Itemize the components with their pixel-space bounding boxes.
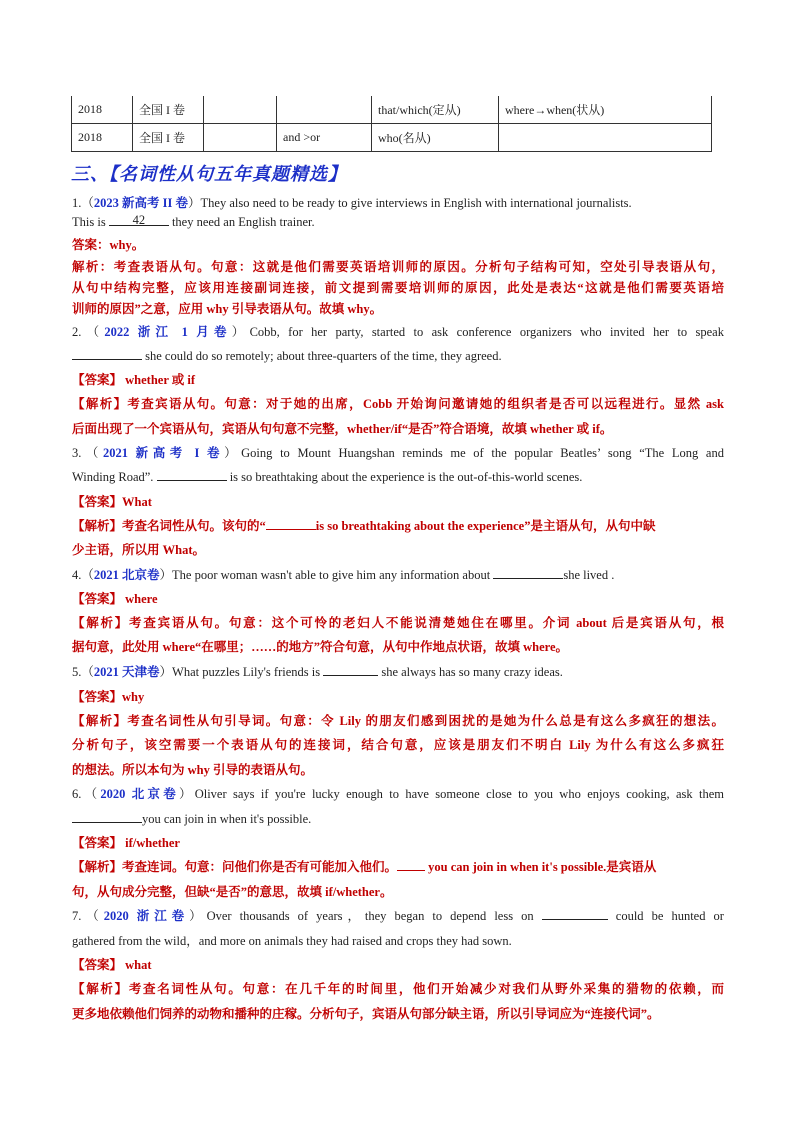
q1-explanation-line: 训师的原因”之意，应用 why 引导表语从句。故填 why。: [72, 302, 383, 316]
answer-blank: [72, 810, 142, 823]
q5-answer: 【答案】why: [72, 690, 145, 704]
q5-explanation-line: 【解析】考查名词性从句引导词。句意：令 Lily 的朋友们感到困扰的是她为什么总是有这么多疯狂的想法。: [72, 714, 724, 728]
question-number: 2.（: [72, 325, 105, 339]
question-text: Oliver says if you're lucky enough to have someone close to you who enjoys cooking, ask them: [194, 787, 724, 801]
question-source: 2021 北京卷: [93, 568, 160, 582]
answer-blank: [493, 566, 563, 579]
q2-explanation-line: 后面出现了一个宾语从句，宾语从句句意不完整，whether/if“是否”符合语境，故填 whether 或 if。: [72, 422, 613, 436]
answer-blank: [266, 517, 316, 530]
question-number: 5.（: [72, 665, 94, 679]
q6-explanation-line: [72, 858, 724, 876]
q4-stem-line-1: [72, 566, 724, 584]
table-cell: [499, 124, 712, 152]
table-cell: 2018: [72, 96, 133, 124]
question-source: 2020 浙江卷: [103, 909, 190, 923]
q4-explanation-line: 【解析】考查宾语从句。句意：这个可怜的老妇人不能说清楚她住在哪里。介词 about 后是宾语从句，根: [72, 616, 724, 630]
q3-explanation-line: 少主语，所以用 What。: [72, 543, 205, 557]
q4-answer: 【答案】 where: [72, 592, 158, 606]
q2-stem-line-2: [72, 347, 724, 365]
table-cell: 全国 I 卷: [133, 124, 204, 152]
q3-explanation-line: [72, 517, 724, 535]
question-text: The poor woman wasn't able to give him any information about: [172, 568, 491, 582]
question-source: 2023 新高考 II 卷: [93, 196, 188, 210]
q2-answer: 【答案】 whether 或 if: [72, 373, 196, 387]
question-text: she could do so remotely; about three-quarters of the time, they agreed.: [145, 349, 502, 363]
q5-explanation-line: 的想法。所以本句为 why 引导的表语从句。: [72, 763, 313, 777]
table-cell: and >or: [277, 124, 372, 152]
question-text: Winding Road”.: [72, 470, 154, 484]
answer-blank: [157, 468, 227, 481]
summary-table: [71, 96, 712, 152]
question-text: They also need to be ready to give interviews in English with international journalists.: [200, 196, 632, 210]
table-cell: [204, 124, 277, 152]
question-number: 6.（: [72, 787, 101, 801]
question-text: This is: [72, 215, 106, 229]
question-text: they need an English trainer.: [171, 215, 315, 229]
answer-blank: [72, 347, 142, 360]
q6-stem-line-2: [72, 810, 724, 828]
table-cell: 2018: [72, 124, 133, 152]
q1-stem-line-2: [72, 213, 724, 231]
question-text: What puzzles Lily's friends is: [172, 665, 321, 679]
paren-close: ）: [224, 446, 242, 460]
paren-close: ）: [188, 196, 201, 210]
paren-close: ）: [159, 568, 173, 582]
q7-stem-line-2: gathered from the wild，and more on animals they had raised and crops they had sown.: [72, 934, 512, 948]
section-title: 三、【名词性从句五年真题精选】: [71, 164, 347, 185]
q4-explanation-line: 据句意，此处用 where“在哪里；……的地方”符合句意，从句中作地点状语，故填 where。: [72, 640, 569, 654]
q2-explanation-line: 【解析】考查宾语从句。句意：对于她的出席，Cobb 开始询问邀请她的组织者是否可以远程进行。显然 ask: [72, 397, 724, 411]
question-source: 2021 新高考 I 卷: [102, 446, 225, 460]
question-text: is so breathtaking about the experience is the out-of-this-world scenes.: [229, 470, 583, 484]
question-text: you can join in when it's possible.: [142, 812, 312, 826]
question-text: Cobb, for her party, started to ask conference organizers who invited her to speak: [249, 325, 724, 339]
q5-stem-line-1: [72, 663, 724, 681]
explanation-text: 【解析】考查名词性从句。该句的“: [72, 519, 266, 533]
q7-explanation-line: 【解析】考查名词性从句。句意：在几千年的时间里，他们开始减少对我们从野外采集的猎物的依赖，而: [72, 982, 724, 996]
question-text: she always has so many crazy ideas.: [381, 665, 563, 679]
question-text: Over thousands of years，they began to depend less on: [206, 909, 534, 923]
q6-explanation-line: 句，从句成分完整，但缺“是否”的意思，故填 if/whether。: [72, 885, 393, 899]
answer-blank: [397, 858, 425, 871]
q1-answer: 答案：why。: [72, 238, 145, 252]
question-number: 7.（: [72, 909, 104, 923]
paren-close: ）: [189, 909, 207, 923]
question-number: 4.（: [72, 568, 94, 582]
q7-answer: 【答案】 what: [72, 958, 152, 972]
q5-explanation-line: 分析句子，该空需要一个表语从句的连接词，结合句意，应该是朋友们不明白 Lily 为什么有这么多疯狂: [72, 738, 724, 752]
q7-explanation-line: 更多地依赖他们饲养的动物和播种的庄稼。分析句子，宾语从句部分缺主语，所以引导词应为“连接代词”。: [72, 1007, 660, 1021]
q1-explanation-line: 解析：考查表语从句。句意：这就是他们需要英语培训师的原因。分析句子结构可知，空处引导表语从句，: [72, 260, 724, 274]
answer-blank: [109, 213, 169, 226]
table-cell: who(名从): [372, 124, 499, 152]
answer-blank: [542, 907, 608, 920]
blank-number: 42: [132, 213, 146, 227]
q3-stem-line-2: [72, 468, 724, 486]
q3-answer: 【答案】What: [72, 495, 152, 509]
question-number: 3.（: [72, 446, 103, 460]
table-cell: [277, 96, 372, 124]
q1-stem-line-1: [72, 194, 724, 212]
paren-close: ）: [231, 325, 250, 339]
question-source: 2020 北京卷: [100, 787, 179, 801]
question-number: 1.（: [72, 196, 94, 210]
table-cell: [204, 96, 277, 124]
q7-stem-line-1: [72, 907, 724, 925]
q6-stem-line-1: [72, 785, 724, 803]
q2-stem-line-1: [72, 323, 724, 341]
q3-stem-line-1: [72, 444, 724, 462]
paren-close: ）: [159, 665, 173, 679]
table-cell: that/which(定从): [372, 96, 499, 124]
table-cell: 全国 I 卷: [133, 96, 204, 124]
question-source: 2021 天津卷: [93, 665, 160, 679]
question-text: she lived .: [563, 568, 615, 582]
table-row: [72, 96, 712, 124]
explanation-text: 【解析】考查连词。句意：问他们你是否有可能加入他们。: [72, 860, 398, 874]
explanation-text: is so breathtaking about the experience”是主语从句，从句中缺: [315, 519, 656, 533]
answer-blank: [323, 663, 378, 676]
q6-answer: 【答案】 if/whether: [72, 836, 180, 850]
table-row: [72, 124, 712, 152]
paren-close: ）: [178, 787, 195, 801]
question-text: Going to Mount Huangshan reminds me of the popular Beatles’ song “The Long and: [241, 446, 724, 460]
table-cell: where→when(状从): [499, 96, 712, 124]
question-text: could be hunted or: [615, 909, 724, 923]
q1-explanation-line: 从句中结构完整，应该用连接副词连接，前文提到需要培训师的原因，此处是表达“这就是他们需要英语培: [72, 281, 724, 295]
explanation-text: you can join in when it's possible.是宾语从: [428, 860, 657, 874]
question-source: 2022 浙江 1 月卷: [104, 325, 232, 339]
